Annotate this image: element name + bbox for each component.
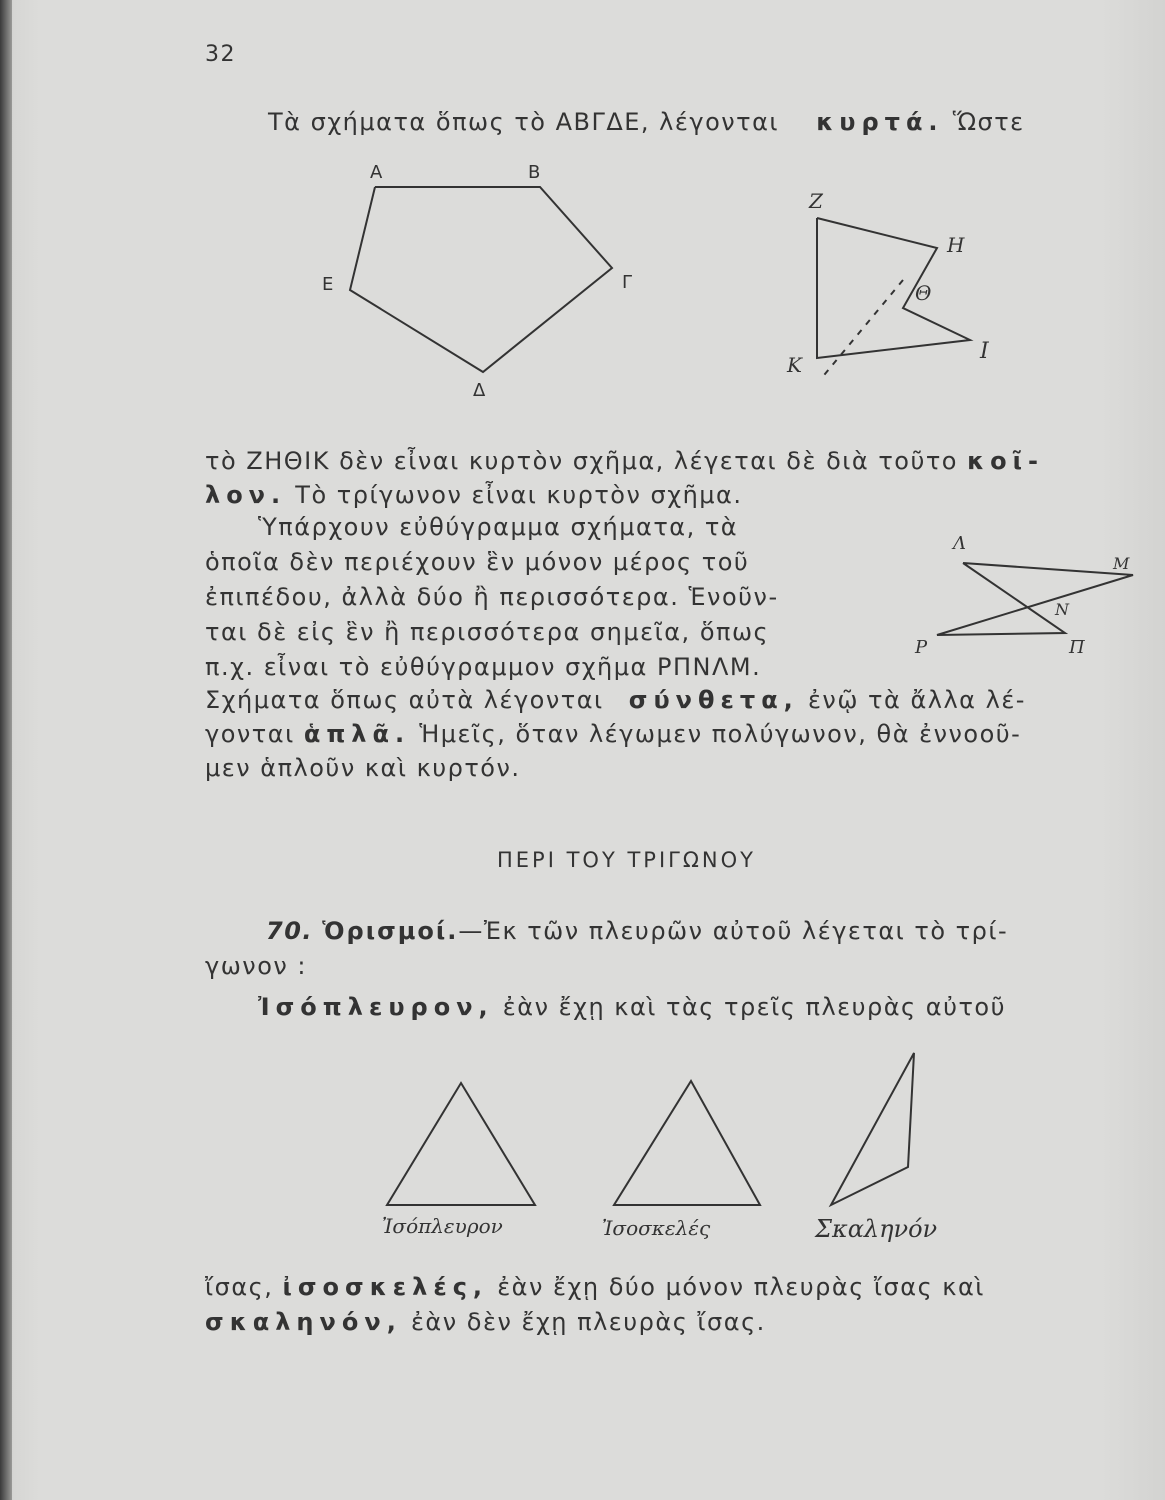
section-line3-tail: ἐὰν ἔχῃ καὶ τὰς τρεῖς πλευρὰς αὐτοῦ bbox=[502, 993, 1006, 1021]
para3-line6-tail: ἐνῷ τὰ ἄλλα λέ- bbox=[807, 686, 1026, 714]
para3-line7-tail: Ἡμεῖς, ὅταν λέγωμεν πολύγωνον, θὰ ἐννοοῦ- bbox=[419, 720, 1022, 748]
compound-figure bbox=[905, 525, 1145, 665]
para3-line: Ὑπάρχουν εὐθύγραμμα σχήματα, τὰ bbox=[258, 513, 739, 541]
para3-line: ὁποῖα δὲν περιέχουν ἓν μόνον μέρος τοῦ bbox=[205, 548, 750, 576]
page-number: 32 bbox=[205, 42, 236, 67]
label-iota: Ι bbox=[980, 339, 989, 364]
para1-tail: Ὥστε bbox=[952, 108, 1025, 136]
concave-figure bbox=[775, 180, 1035, 400]
term-skalinon: σκαληνόν, bbox=[205, 1308, 402, 1336]
label-lambda: Λ bbox=[953, 533, 966, 554]
section-70-line2: γωνον : bbox=[205, 952, 308, 980]
para3-line6 bbox=[205, 686, 1026, 714]
term-syntheta: σύνθετα, bbox=[628, 686, 799, 714]
para1-line bbox=[268, 108, 1025, 136]
para3-line8: μεν ἁπλοῦν καὶ κυρτόν. bbox=[205, 754, 521, 782]
section-70-line3 bbox=[258, 993, 1006, 1021]
label-theta: Θ bbox=[915, 281, 932, 305]
caption-isoskeles: Ἰσοσκελές bbox=[602, 1216, 711, 1240]
closing-lead: ἴσας, bbox=[205, 1273, 274, 1301]
term-isopleuron: Ἰσόπλευρον, bbox=[258, 993, 494, 1021]
scalene-triangle bbox=[831, 1053, 914, 1205]
para3-line: ται δὲ εἰς ἓν ἢ περισσότερα σημεῖα, ὅπως bbox=[205, 618, 770, 646]
isosceles-triangle bbox=[614, 1081, 760, 1205]
para2-line1 bbox=[205, 447, 1044, 475]
label-delta: Δ bbox=[473, 380, 486, 401]
book-spine bbox=[0, 0, 12, 1500]
label-gamma: Γ bbox=[622, 272, 633, 293]
para2-text2: Τὸ τρίγωνον εἶναι κυρτὸν σχῆμα. bbox=[295, 481, 743, 509]
triangles-figure bbox=[370, 1045, 1000, 1260]
label-kappa: Κ bbox=[787, 353, 802, 377]
label-mu: Μ bbox=[1113, 554, 1130, 573]
para1-lead: Τὰ σχήματα ὅπως τὸ ΑΒΓΔΕ, λέγονται bbox=[268, 108, 780, 136]
closing-line2 bbox=[205, 1308, 766, 1336]
closing-tail1: ἐὰν ἔχῃ δύο μόνον πλευρὰς ἴσας καὶ bbox=[497, 1273, 985, 1301]
section-heading: ΠΕΡΙ ΤΟΥ ΤΡΙΓΩΝΟΥ bbox=[497, 848, 756, 872]
equilateral-triangle bbox=[387, 1083, 535, 1205]
label-pi: Π bbox=[1069, 637, 1085, 658]
section-70-line1 bbox=[266, 917, 1008, 945]
label-beta: Β bbox=[528, 162, 541, 183]
label-zeta: Ζ bbox=[809, 189, 823, 213]
label-eta: Η bbox=[947, 233, 965, 257]
para2-line2 bbox=[205, 481, 743, 509]
term-hapla: ἁπλᾶ. bbox=[303, 720, 411, 748]
para3-line7 bbox=[205, 720, 1021, 748]
caption-isopleuron: Ἰσόπλευρον bbox=[382, 1214, 503, 1238]
para3-line: ἐπιπέδου, ἀλλὰ δύο ἢ περισσότερα. Ἑνοῦν- bbox=[205, 583, 779, 611]
term-kyrta: κυρτά. bbox=[816, 108, 944, 136]
para3-line7-lead: γονται bbox=[205, 720, 295, 748]
label-epsilon: Ε bbox=[322, 274, 334, 295]
para3-line6-lead: Σχήματα ὅπως αὐτὰ λέγονται bbox=[205, 686, 604, 714]
pentagon-figure bbox=[300, 150, 660, 410]
section-lead: —Ἐκ τῶν πλευρῶν αὐτοῦ λέγεται τὸ τρί- bbox=[458, 917, 1009, 945]
label-nu: Ν bbox=[1055, 600, 1069, 619]
closing-line1 bbox=[205, 1273, 985, 1301]
para3-line: π.χ. εἶναι τὸ εὐθύγραμμον σχῆμα ΡΠΝΛΜ. bbox=[205, 653, 762, 681]
label-rho: Ρ bbox=[915, 637, 928, 658]
label-alpha: Α bbox=[370, 162, 383, 183]
caption-skalinon: Σκαληνόν bbox=[815, 1215, 938, 1243]
section-title: Ὁρισμοί. bbox=[322, 917, 459, 945]
para2-text: τὸ ΖΗΘΙΚ δὲν εἶναι κυρτὸν σχῆμα, λέγεται δὲ διὰ τοῦτο bbox=[205, 447, 958, 475]
term-koilon-b: λον. bbox=[205, 481, 287, 509]
closing-tail2: ἐὰν δὲν ἔχῃ πλευρὰς ἴσας. bbox=[410, 1308, 766, 1336]
term-koilon-a: κοῖ- bbox=[967, 447, 1044, 475]
section-number: 70. bbox=[266, 917, 314, 945]
term-isoskeles: ἰσοσκελές, bbox=[282, 1273, 489, 1301]
